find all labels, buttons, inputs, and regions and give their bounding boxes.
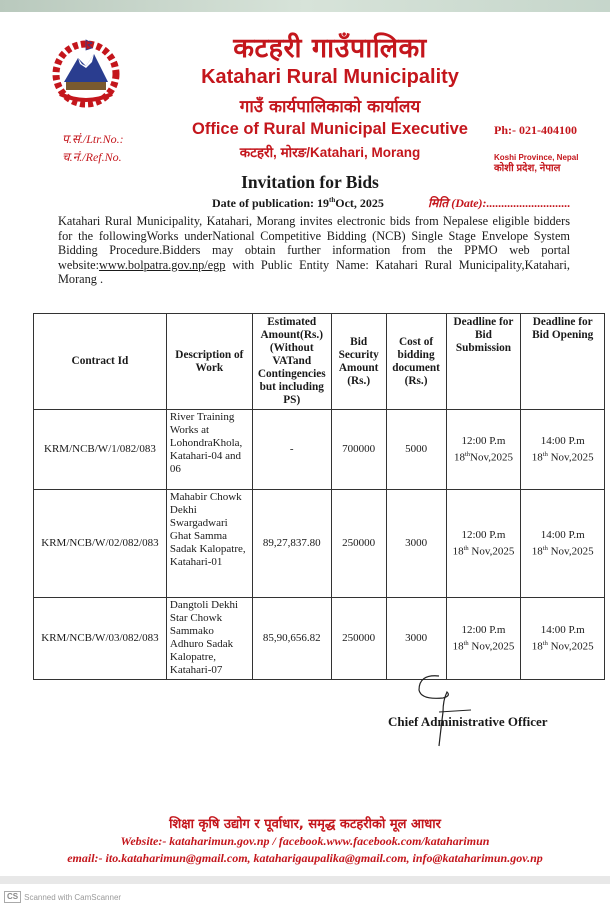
camscanner-watermark [4, 891, 121, 903]
submission-deadline [446, 490, 521, 598]
submission-sup: th [464, 450, 470, 458]
opening-sup: th [542, 639, 548, 647]
camscanner-text: Scanned with CamScanner [24, 892, 122, 902]
opening-date: Nov,2025 [547, 545, 594, 558]
table-row [34, 598, 605, 680]
opening-day: 18 [531, 640, 543, 653]
submission-date: Nov,2025 [468, 545, 515, 558]
header-contract-id: Contract Id [34, 314, 167, 410]
intro-text: Katahari Rural Municipality, Katahari, Morang invites electronic bids from Nepalese eligible bidders for the followingWorks underNational Competitive Bidding (NCB) Single Stage Envelope System Bidding Procedure.Bidders may obtain further information from the PPMO web portal website: [58, 214, 570, 272]
scan-top-band [0, 0, 610, 12]
opening-time: 14:00 P.m [540, 528, 585, 541]
estimated-amount: 89,27,837.80 [252, 490, 331, 598]
reference-number: च.नं./Ref.No. [62, 150, 122, 164]
submission-sup: th [463, 639, 469, 647]
opening-day: 18 [531, 545, 543, 558]
reference-block [62, 130, 124, 166]
submission-day: 18 [453, 451, 465, 464]
header-cost-document: Cost of bidding document (Rs.) [386, 314, 446, 410]
submission-date: Nov,2025 [470, 451, 513, 464]
work-description: River Training Works at LohondraKhola, Katahari-04 and 06 [166, 410, 252, 490]
submission-time: 12:00 P.m [461, 434, 506, 447]
footer-slogan: शिक्षा कृषि उद्योग र पूर्वाधार, समृद्ध कटहरीको मूल आधार [169, 817, 441, 832]
cost-document: 3000 [386, 598, 446, 680]
publication-month-year: Oct, 2025 [335, 196, 384, 210]
municipality-name-english: Katahari Rural Municipality [201, 66, 459, 88]
opening-sup: th [542, 544, 548, 552]
office-name-nepali: गाउँ कार्यपालिकाको कार्यालय [239, 97, 421, 117]
submission-day: 18 [452, 640, 464, 653]
notice-title: Invitation for Bids [241, 172, 379, 192]
publication-label: Date of publication: 19 [212, 196, 329, 210]
footer-email[interactable]: email:- ito.kataharimun@gmail.com, kataharigaupalika@gmail.com, info@kataharimun.gov.np [67, 851, 543, 865]
bid-security: 250000 [331, 490, 386, 598]
opening-deadline [521, 410, 605, 490]
opening-date: Nov,2025 [547, 640, 594, 653]
publication-date [212, 196, 384, 211]
publication-sup: th [329, 196, 336, 204]
submission-time: 12:00 P.m [461, 528, 506, 541]
province-nepali: कोशी प्रदेश, नेपाल [494, 163, 561, 174]
date-field: मिति (Date):............................ [428, 196, 571, 210]
submission-day: 18 [452, 545, 464, 558]
submission-deadline [446, 410, 521, 490]
officer-title: Chief Administrative Officer [388, 714, 548, 729]
header-description: Description of Work [166, 314, 252, 410]
header-bid-security: Bid Security Amount (Rs.) [331, 314, 386, 410]
header-opening-deadline: Deadline for Bid Opening [521, 314, 605, 410]
cost-document: 5000 [386, 410, 446, 490]
opening-deadline [521, 490, 605, 598]
contract-id: KRM/NCB/W/03/082/083 [34, 598, 167, 680]
opening-deadline [521, 598, 605, 680]
scan-bottom-band [0, 876, 610, 884]
opening-date: Nov,2025 [547, 451, 594, 464]
nepal-emblem-icon [50, 36, 122, 108]
opening-sup: th [542, 450, 548, 458]
phone-number: Ph:- 021-404100 [494, 123, 577, 137]
office-location: कटहरी, मोरङ/Katahari, Morang [239, 145, 421, 160]
table-row [34, 490, 605, 598]
header-estimated-amount: Estimated Amount(Rs.) (Without VATand Contingencies but including PS) [252, 314, 331, 410]
office-name-english: Office of Rural Municipal Executive [192, 120, 468, 138]
camscanner-icon: CS [4, 891, 21, 903]
letter-number: प.सं./Ltr.No.: [62, 132, 124, 146]
province-block [494, 152, 578, 174]
submission-sup: th [463, 544, 469, 552]
table-row [34, 410, 605, 490]
intro-paragraph [58, 214, 570, 287]
bolpatra-link[interactable]: www.bolpatra.gov.np/egp [98, 257, 226, 272]
work-description: Mahabir Chowk Dekhi Swargadwari Ghat Samma Sadak Kalopatre, Katahari-01 [166, 490, 252, 598]
estimated-amount: - [252, 410, 331, 490]
estimated-amount: 85,90,656.82 [252, 598, 331, 680]
cost-document: 3000 [386, 490, 446, 598]
opening-day: 18 [531, 451, 543, 464]
intro-text-end: with Public Entity Name: Katahari Rural Municipality,Katahari, Morang . [58, 257, 570, 286]
footer-website[interactable]: Website:- kataharimun.gov.np / facebook.www.facebook.com/kataharimun [120, 834, 490, 848]
signature-icon [413, 672, 473, 747]
contract-id: KRM/NCB/W/02/082/083 [34, 490, 167, 598]
submission-deadline [446, 598, 521, 680]
opening-time: 14:00 P.m [540, 623, 585, 636]
table-header-row [34, 314, 605, 410]
contract-id: KRM/NCB/W/1/082/083 [34, 410, 167, 490]
municipality-name-nepali: कटहरी गाउँपालिका [233, 33, 427, 64]
submission-date: Nov,2025 [468, 640, 515, 653]
opening-time: 14:00 P.m [540, 434, 585, 447]
province-english: Koshi Province, Nepal [494, 153, 579, 162]
work-description: Dangtoli Dekhi Star Chowk Sammako Adhuro Sadak Kalopatre, Katahari-07 [166, 598, 252, 680]
submission-time: 12:00 P.m [461, 623, 506, 636]
bids-table [33, 313, 605, 680]
bid-security: 700000 [331, 410, 386, 490]
header-submission-deadline: Deadline for Bid Submission [446, 314, 521, 410]
bid-security: 250000 [331, 598, 386, 680]
